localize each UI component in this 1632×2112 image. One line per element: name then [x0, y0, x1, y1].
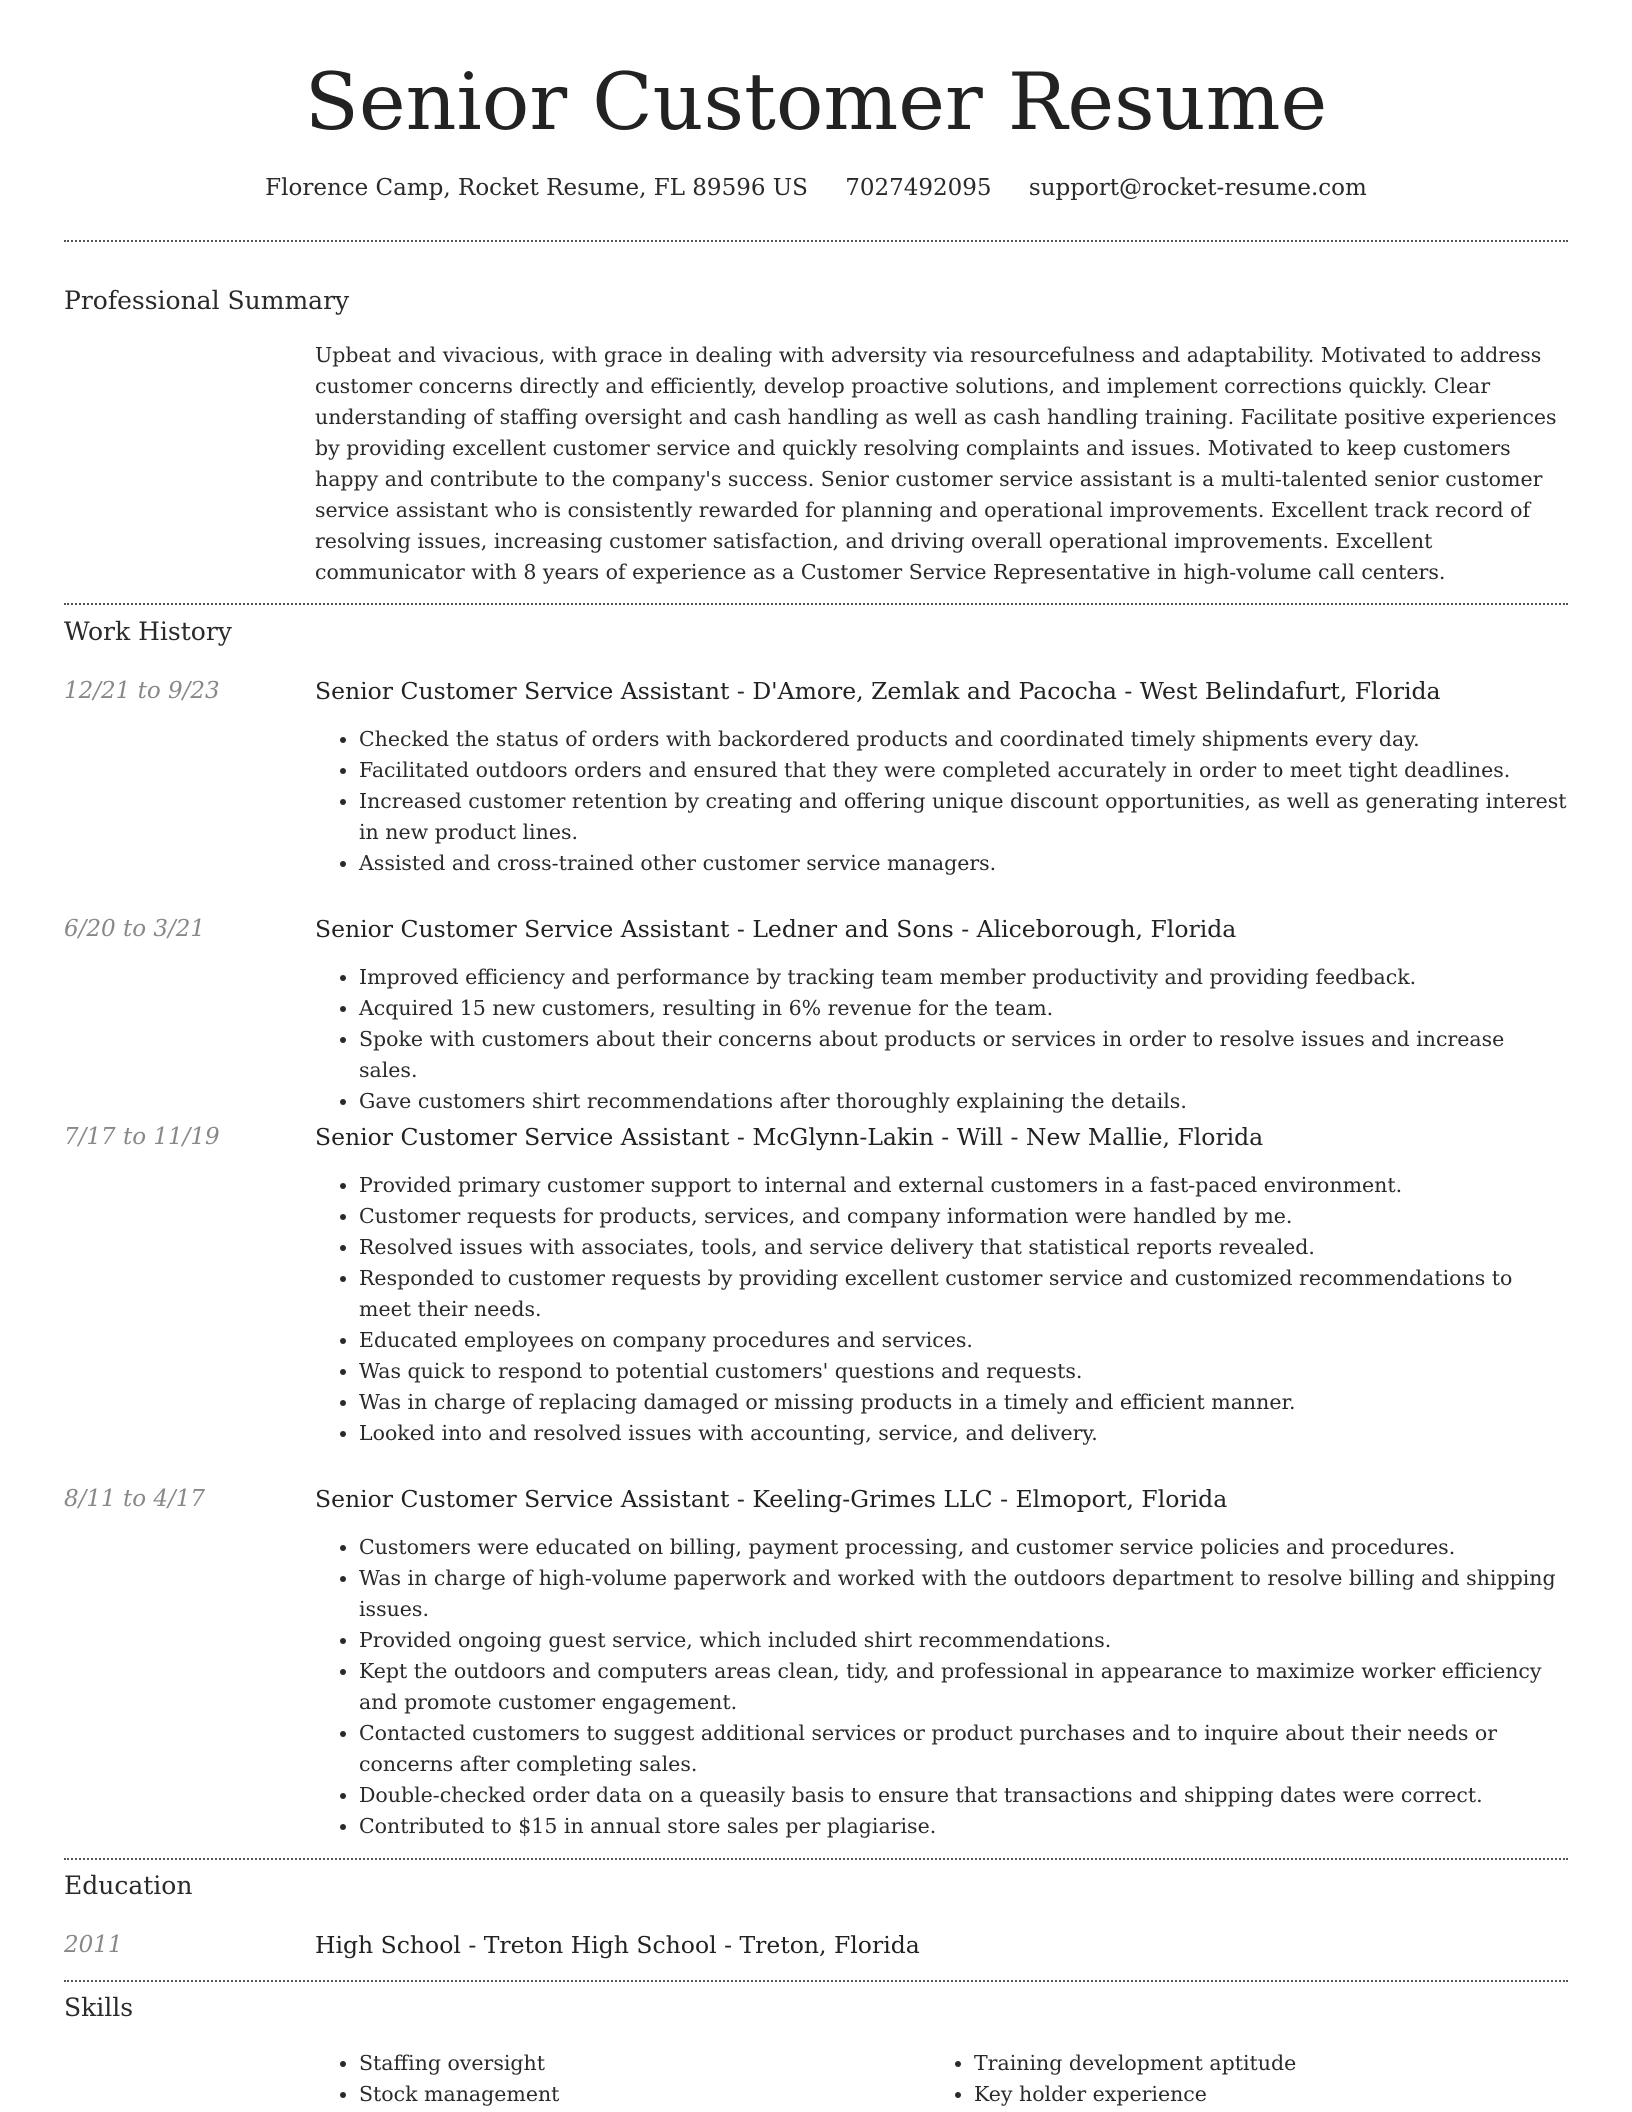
- contact-address: Florence Camp, Rocket Resume, FL 89596 US: [265, 175, 808, 201]
- list-item: • Contacted customers to suggest additional services or product purchases and to inquire about their needs or concerns after completing sales.: [359, 1718, 1568, 1780]
- list-item: • Resolved issues with associates, tools, and service delivery that statistical reports revealed.: [359, 1232, 1568, 1263]
- list-item: • Was quick to respond to potential customers' questions and requests.: [359, 1356, 1568, 1387]
- list-item: • Contributed to $15 in annual store sales per plagiarise.: [359, 1811, 1568, 1842]
- list-item: • Kept the outdoors and computers areas clean, tidy, and professional in appearance to maximize worker efficiency and promote customer engagement.: [359, 1656, 1568, 1718]
- job-bullets: [315, 1532, 1568, 1842]
- list-item: • Was in charge of high-volume paperwork and worked with the outdoors department to resolve billing and shipping issues.: [359, 1563, 1568, 1625]
- list-item: • Double-checked order data on a queasily basis to ensure that transactions and shipping dates were correct.: [359, 1780, 1568, 1811]
- divider: [64, 603, 1568, 605]
- list-item: • Provided ongoing guest service, which included shirt recommendations.: [359, 1625, 1568, 1656]
- skills-column-left: [315, 2048, 875, 2110]
- list-item: • Educated employees on company procedures and services.: [359, 1325, 1568, 1356]
- contact-line: [64, 171, 1568, 205]
- job-dates: 8/11 to 4/17: [64, 1486, 206, 1512]
- skill-item: • Stock management: [359, 2079, 875, 2110]
- job-dates: 6/20 to 3/21: [64, 916, 206, 942]
- job-title: Senior Customer Service Assistant - Keeling-Grimes LLC - Elmoport, Florida: [315, 1485, 1228, 1513]
- list-item: • Spoke with customers about their concerns about products or services in order to resolve issues and increase sales.: [359, 1024, 1568, 1086]
- list-item: • Increased customer retention by creating and offering unique discount opportunities, as well as generating interest in new product lines.: [359, 786, 1568, 848]
- skill-item: • Key holder experience: [974, 2079, 1490, 2110]
- list-item: • Provided primary customer support to internal and external customers in a fast-paced environment.: [359, 1170, 1568, 1201]
- list-item: • Assisted and cross-trained other customer service managers.: [359, 848, 1568, 879]
- skills-column-right: [930, 2048, 1490, 2110]
- list-item: • Facilitated outdoors orders and ensured that they were completed accurately in order to meet tight deadlines.: [359, 755, 1568, 786]
- summary-text: Upbeat and vivacious, with grace in dealing with adversity via resourcefulness and adaptability. Motivated to address customer concerns directly and efficiently, develop proactive solutions, and implement corrections quickly. Clear understanding of staffing oversight and cash handling as well as cash handling training. Facilitate positive experiences by providing excellent customer service and quickly resolving complaints and issues. Motivated to keep customers happy and contribute to the company's success. Senior customer service assistant is a multi-talented senior customer service assistant who is consistently rewarded for planning and operational improvements. Excellent track record of resolving issues, increasing customer satisfaction, and driving overall operational improvements. Excellent communicator with 8 years of experience as a Customer Service Representative in high-volume call centers.: [315, 343, 1557, 584]
- education-year: 2011: [64, 1932, 123, 1958]
- skill-item: • Staffing oversight: [359, 2048, 875, 2079]
- list-item: • Gave customers shirt recommendations after thoroughly explaining the details.: [359, 1086, 1568, 1117]
- job-bullets: [315, 1170, 1568, 1449]
- list-item: • Improved efficiency and performance by tracking team member productivity and providing feedback.: [359, 962, 1568, 993]
- job-title: Senior Customer Service Assistant - McGlynn-Lakin - Will - New Mallie, Florida: [315, 1123, 1264, 1151]
- job-dates: 12/21 to 9/23: [64, 678, 220, 704]
- list-item: • Customer requests for products, services, and company information were handled by me.: [359, 1201, 1568, 1232]
- list-item: • Customers were educated on billing, payment processing, and customer service policies and procedures.: [359, 1532, 1568, 1563]
- list-item: • Looked into and resolved issues with accounting, service, and delivery.: [359, 1418, 1568, 1449]
- divider: [64, 1980, 1568, 1982]
- divider: [64, 240, 1568, 242]
- list-item: • Was in charge of replacing damaged or missing products in a timely and efficient manner.: [359, 1387, 1568, 1418]
- job-bullets: [315, 724, 1568, 879]
- divider: [64, 1858, 1568, 1860]
- job-title: Senior Customer Service Assistant - Ledner and Sons - Aliceborough, Florida: [315, 915, 1237, 943]
- job-bullets: [315, 962, 1568, 1117]
- section-heading-work: Work History: [64, 617, 232, 646]
- section-heading-education: Education: [64, 1871, 193, 1900]
- job-dates: 7/17 to 11/19: [64, 1124, 220, 1150]
- section-heading-summary: Professional Summary: [64, 286, 350, 315]
- skill-item: • Training development aptitude: [974, 2048, 1490, 2079]
- job-title: Senior Customer Service Assistant - D'Amore, Zemlak and Pacocha - West Belindafurt, Florida: [315, 677, 1441, 705]
- list-item: • Responded to customer requests by providing excellent customer service and customized recommendations to meet their needs.: [359, 1263, 1568, 1325]
- resume-title: Senior Customer Resume: [304, 56, 1328, 148]
- education-entry: High School - Treton High School - Treton, Florida: [315, 1931, 920, 1959]
- contact-email: support@rocket-resume.com: [1028, 175, 1367, 201]
- list-item: • Acquired 15 new customers, resulting in 6% revenue for the team.: [359, 993, 1568, 1024]
- list-item: • Checked the status of orders with backordered products and coordinated timely shipments every day.: [359, 724, 1568, 755]
- contact-phone: 7027492095: [845, 175, 992, 201]
- section-heading-skills: Skills: [64, 1993, 134, 2022]
